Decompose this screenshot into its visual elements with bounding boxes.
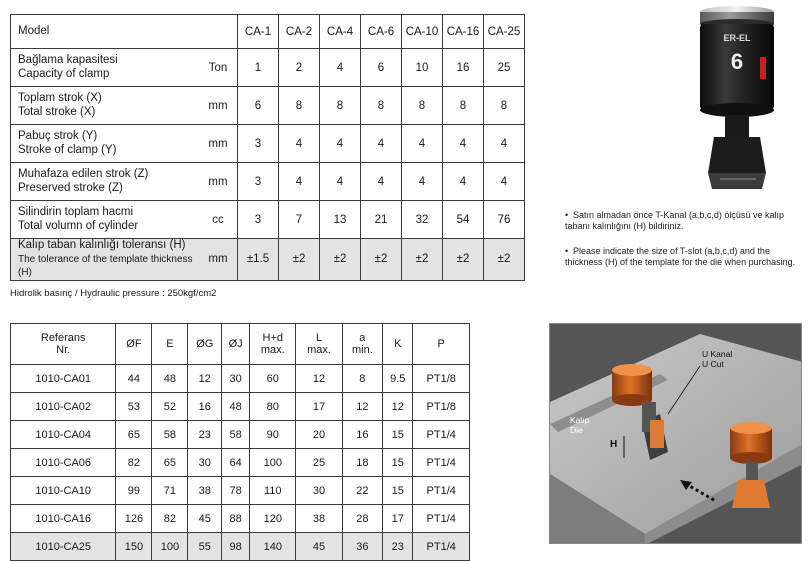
- spec-cell: 4: [484, 163, 525, 201]
- spec-cell: ±2: [443, 239, 484, 281]
- dims-header-cell: L max.: [296, 324, 342, 365]
- model-header: CA-4: [320, 15, 361, 49]
- spec-cell: 4: [402, 125, 443, 163]
- dims-row: [11, 505, 470, 533]
- dims-header-cell: ØF: [116, 324, 152, 365]
- dims-cell: 58: [152, 421, 188, 449]
- spec-row: [11, 239, 525, 281]
- note-turkish-text: Satın almadan önce T-Kanal (a,b,c,d) ölçüsü ve kalıp tabanı kalınlığını (H) bildiriniz.: [565, 210, 784, 231]
- dims-cell: 1010-CA01: [11, 365, 116, 393]
- dims-cell: 71: [152, 477, 188, 505]
- spec-row-label: Silindirin toplam hacmi Total volumn of cylinder: [11, 201, 200, 239]
- dims-cell: 88: [222, 505, 250, 533]
- dims-cell: 25: [296, 449, 342, 477]
- die-label: Kalıp Die: [570, 415, 590, 435]
- spec-cell: ±2: [361, 239, 402, 281]
- spec-cell: ±2: [279, 239, 320, 281]
- dims-header-cell: ØG: [188, 324, 222, 365]
- dims-row: [11, 365, 470, 393]
- dims-cell: 12: [342, 393, 383, 421]
- spec-cell: 4: [443, 163, 484, 201]
- spec-cell: 25: [484, 49, 525, 87]
- dims-cell: 48: [222, 393, 250, 421]
- note-turkish: • Satın almadan önce T-Kanal (a,b,c,d) ölçüsü ve kalıp tabanı kalınlığını (H) bildiriniz.: [565, 210, 784, 231]
- spec-cell: 8: [320, 87, 361, 125]
- spec-row-unit: Ton: [199, 49, 238, 87]
- spec-cell: 21: [361, 201, 402, 239]
- clamp-badge: 6: [730, 49, 744, 74]
- dims-header-cell: P: [413, 324, 470, 365]
- dims-cell: 30: [188, 449, 222, 477]
- spec-cell: 54: [443, 201, 484, 239]
- dims-cell: 38: [296, 505, 342, 533]
- dims-header-cell: H+d max.: [250, 324, 296, 365]
- spec-cell: ±2: [402, 239, 443, 281]
- spec-header-label: Model: [11, 15, 238, 49]
- spec-cell: 4: [484, 125, 525, 163]
- dims-header-cell: K: [383, 324, 413, 365]
- dims-cell: 110: [250, 477, 296, 505]
- dims-cell: 23: [383, 533, 413, 561]
- dims-cell: 98: [222, 533, 250, 561]
- dims-cell: 55: [188, 533, 222, 561]
- spec-cell: 8: [279, 87, 320, 125]
- dims-cell: 15: [383, 449, 413, 477]
- dims-cell: 82: [152, 505, 188, 533]
- dims-cell: 58: [222, 421, 250, 449]
- dims-cell: 1010-CA10: [11, 477, 116, 505]
- spec-cell: 4: [279, 125, 320, 163]
- dims-cell: 16: [342, 421, 383, 449]
- dims-cell: PT1/4: [413, 449, 470, 477]
- spec-row-label: Toplam strok (X) Total stroke (X): [11, 87, 200, 125]
- dims-cell: 48: [152, 365, 188, 393]
- dims-row: [11, 477, 470, 505]
- dims-cell: 140: [250, 533, 296, 561]
- spec-row-label: Bağlama kapasitesi Capacity of clamp: [11, 49, 200, 87]
- model-header: CA-1: [238, 15, 279, 49]
- dims-cell: PT1/8: [413, 393, 470, 421]
- spec-row-label: Muhafaza edilen strok (Z) Preserved stroke (Z): [11, 163, 200, 201]
- dims-header-cell: ØJ: [222, 324, 250, 365]
- dims-cell: 28: [342, 505, 383, 533]
- note-english-text: Please indicate the size of T-slot (a,b,c,d) and the thickness (H) of the template for the die when purchasing.: [565, 246, 796, 267]
- spec-cell: ±2: [484, 239, 525, 281]
- dims-cell: 12: [188, 365, 222, 393]
- dims-cell: PT1/4: [413, 505, 470, 533]
- spec-cell: 6: [361, 49, 402, 87]
- spec-cell: 8: [484, 87, 525, 125]
- spec-cell: 4: [443, 125, 484, 163]
- clamp-free-shoe: [732, 480, 770, 508]
- clamp-product-image: [676, 3, 798, 196]
- spec-cell: ±1.5: [238, 239, 279, 281]
- dims-cell: 53: [116, 393, 152, 421]
- spec-row: [11, 87, 525, 125]
- dims-cell: 17: [383, 505, 413, 533]
- spec-cell: 3: [238, 163, 279, 201]
- dims-cell: 120: [250, 505, 296, 533]
- spec-cell: 4: [361, 125, 402, 163]
- spec-row-label: Kalıp taban kalınlığı toleransı (H) The tolerance of the template thickness (H): [11, 239, 200, 281]
- dims-cell: 100: [250, 449, 296, 477]
- model-header: CA-16: [443, 15, 484, 49]
- clamp-neck: [725, 115, 749, 137]
- dims-cell: 1010-CA16: [11, 505, 116, 533]
- dims-cell: 150: [116, 533, 152, 561]
- spec-row: [11, 49, 525, 87]
- dims-cell: 23: [188, 421, 222, 449]
- dims-cell: 16: [188, 393, 222, 421]
- installation-illustration: [549, 323, 802, 544]
- dims-cell: 126: [116, 505, 152, 533]
- spec-cell: 6: [238, 87, 279, 125]
- dims-header-cell: Referans Nr.: [11, 324, 116, 365]
- dims-cell: 45: [188, 505, 222, 533]
- hydraulic-pressure-note: Hidrolik basınç / Hydraulic pressure : 250kgf/cm2: [10, 288, 217, 299]
- dims-cell: 17: [296, 393, 342, 421]
- dims-cell: 30: [296, 477, 342, 505]
- spec-row-label: Pabuç strok (Y) Stroke of clamp (Y): [11, 125, 200, 163]
- spec-cell: 32: [402, 201, 443, 239]
- clamp-brand: ER-EL: [723, 33, 751, 43]
- spec-header-row: [11, 15, 525, 49]
- h-label: H: [610, 439, 618, 450]
- dims-header-row: [11, 324, 470, 365]
- spec-table: [10, 14, 525, 281]
- dims-cell: PT1/4: [413, 533, 470, 561]
- spec-cell: 4: [320, 125, 361, 163]
- spec-row-unit: mm: [199, 125, 238, 163]
- dims-cell: 1010-CA25: [11, 533, 116, 561]
- clamp-mounted-shoe: [650, 420, 664, 448]
- dims-cell: 90: [250, 421, 296, 449]
- dims-cell: 8: [342, 365, 383, 393]
- dims-cell: 1010-CA06: [11, 449, 116, 477]
- dims-cell: 20: [296, 421, 342, 449]
- clamp-shoe: [708, 137, 766, 173]
- dims-cell: 100: [152, 533, 188, 561]
- dims-cell: 99: [116, 477, 152, 505]
- spec-cell: 13: [320, 201, 361, 239]
- dims-cell: 65: [152, 449, 188, 477]
- spec-cell: 3: [238, 201, 279, 239]
- clamp-free-neck: [746, 462, 758, 480]
- dims-row: [11, 449, 470, 477]
- dims-cell: 38: [188, 477, 222, 505]
- clamp-red-tab: [760, 57, 766, 79]
- spec-cell: ±2: [320, 239, 361, 281]
- model-header: CA-6: [361, 15, 402, 49]
- spec-row-unit: cc: [199, 201, 238, 239]
- spec-cell: 7: [279, 201, 320, 239]
- dims-cell: 9.5: [383, 365, 413, 393]
- dims-cell: 65: [116, 421, 152, 449]
- dims-cell: PT1/8: [413, 365, 470, 393]
- dims-cell: 1010-CA04: [11, 421, 116, 449]
- spec-cell: 2: [279, 49, 320, 87]
- spec-cell: 76: [484, 201, 525, 239]
- dims-cell: 1010-CA02: [11, 393, 116, 421]
- spec-cell: 8: [443, 87, 484, 125]
- dims-cell: 18: [342, 449, 383, 477]
- spec-row: [11, 201, 525, 239]
- dims-cell: 82: [116, 449, 152, 477]
- dims-cell: PT1/4: [413, 421, 470, 449]
- dims-cell: PT1/4: [413, 477, 470, 505]
- spec-cell: 10: [402, 49, 443, 87]
- model-header: CA-2: [279, 15, 320, 49]
- model-header: CA-10: [402, 15, 443, 49]
- dims-cell: 22: [342, 477, 383, 505]
- spec-cell: 8: [402, 87, 443, 125]
- slot-label: U Kanal U Cut: [702, 349, 733, 369]
- spec-row-unit: mm: [199, 163, 238, 201]
- dims-cell: 30: [222, 365, 250, 393]
- spec-cell: 4: [320, 49, 361, 87]
- spec-cell: 4: [361, 163, 402, 201]
- dims-row: [11, 533, 470, 561]
- spec-cell: 8: [361, 87, 402, 125]
- spec-cell: 3: [238, 125, 279, 163]
- spec-row-unit: mm: [199, 239, 238, 281]
- dims-cell: 44: [116, 365, 152, 393]
- dims-cell: 60: [250, 365, 296, 393]
- spec-cell: 16: [443, 49, 484, 87]
- dims-row: [11, 393, 470, 421]
- dims-cell: 15: [383, 477, 413, 505]
- dims-cell: 12: [383, 393, 413, 421]
- dims-cell: 64: [222, 449, 250, 477]
- note-english: • Please indicate the size of T-slot (a,b,c,d) and the thickness (H) of the template for the die when purchasing.: [565, 246, 796, 267]
- dims-cell: 15: [383, 421, 413, 449]
- spec-row: [11, 125, 525, 163]
- spec-row: [11, 163, 525, 201]
- dims-cell: 45: [296, 533, 342, 561]
- model-header: CA-25: [484, 15, 525, 49]
- dims-cell: 36: [342, 533, 383, 561]
- dims-row: [11, 421, 470, 449]
- spec-cell: 4: [320, 163, 361, 201]
- dims-cell: 80: [250, 393, 296, 421]
- dims-cell: 12: [296, 365, 342, 393]
- dims-header-cell: E: [152, 324, 188, 365]
- dims-cell: 78: [222, 477, 250, 505]
- spec-cell: 4: [279, 163, 320, 201]
- spec-cell: 1: [238, 49, 279, 87]
- spec-row-unit: mm: [199, 87, 238, 125]
- dimensions-table: [10, 323, 470, 561]
- spec-cell: 4: [402, 163, 443, 201]
- dims-cell: 52: [152, 393, 188, 421]
- dims-header-cell: a min.: [342, 324, 383, 365]
